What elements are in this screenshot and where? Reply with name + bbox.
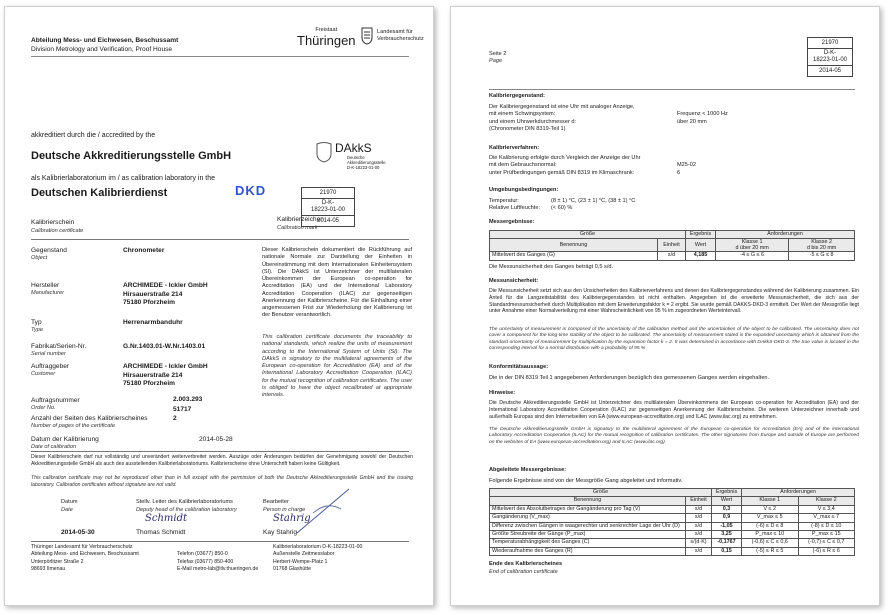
results-table — [489, 230, 855, 261]
table-cell: Größte Streubreite der Gänge (P_max) — [490, 531, 686, 539]
table-cell: -1,05 — [712, 522, 742, 530]
table-cell: s/d — [686, 547, 712, 555]
table-head: Wert — [686, 239, 716, 252]
section-uncertainty-title: Messunsicherheit: — [489, 278, 539, 284]
calibration-lab-line: als Kalibrierlaboratorium im / as calibration laboratory in the — [31, 175, 216, 182]
table-cell: 0,3 — [712, 505, 742, 513]
section-env-values: (8 ± 1) °C, (23 ± 1) °C, (38 ± 1) °C (< 60) % — [551, 198, 636, 212]
table-row — [490, 547, 855, 555]
section-method-text: Die Kalibrierung erfolgte durch Vergleich der Anzeige der Uhr mit dem Gebrauchsnormal: unter Prüfbedingungen gemäß DIN 8319 im Klimaschrank: — [489, 155, 641, 176]
section-method-values: M25-02 6 — [677, 162, 696, 176]
table-cell: 4,185 — [686, 252, 716, 260]
mark-title-en: Calibration mark — [277, 225, 318, 231]
editor-label-en: Person in charge — [263, 507, 306, 513]
table-row — [490, 505, 855, 513]
table-head: Anforderungen — [716, 231, 855, 239]
table-head: Benennung — [490, 239, 658, 252]
field-label-date: Datum der Kalibrierung — [31, 436, 99, 443]
table-cell: (-6) ≤ D ≤ 8 — [742, 522, 799, 530]
dept-name-en: Division Metrology and Verification, Proof House — [31, 46, 173, 53]
uncertainty-text-en: The uncertainty of measurement is composed of the uncertainty of the calibration method and the uncertainties of the object to be calibrated. The uncertainty does not cover a component for the long-time stability of the object to be calibrated. The uncertainty of measurement stated is the expanded uncertainty which is obtained from the standard uncertainty of measurement by multiplication by the expansion factor k = 2. It was determined in accordance with DAkkS-DKD-3. The true value is located in the corresponding interval for a normal distribution with a probability of 95 % — [489, 327, 859, 352]
table-cell: (-8) ≤ D ≤ 10 — [798, 522, 855, 530]
table-cell: Differenz zwischen Gängen in waagerechter und senkrechter Lage der Uhr (D) — [490, 522, 686, 530]
section-object-title: Kalibriergegenstand: — [489, 93, 545, 99]
field-value-pages: 2 — [173, 415, 177, 422]
mark-lab-id: D-K- 18223-01-00 — [808, 49, 852, 66]
table-cell: V_max ≤ 7 — [798, 514, 855, 522]
section-derived-title: Abgeleitete Messergebnisse: — [489, 467, 567, 473]
section-object-text: Der Kalibriergegenstand ist eine Uhr mit analoger Anzeige, mit einem Schwingsystem: und einem Uhrwerkdurchmesser d: (Chronometer DIN 8319-Teil 1) — [489, 104, 635, 132]
table-row — [490, 514, 855, 522]
end-title: Ende des Kalibrierscheines — [489, 561, 563, 567]
editor-name: Kay Stahrig — [263, 529, 298, 536]
table-row — [490, 522, 855, 530]
section-notes-title: Hinweise: — [489, 390, 516, 396]
cert-title: Kalibrierschein — [31, 219, 75, 226]
derived-results-table — [489, 488, 855, 556]
page-number: Seite 2 — [489, 51, 507, 57]
coat-of-arms-icon — [361, 27, 373, 45]
mark-date: 2014-05 — [818, 68, 842, 74]
table-head: Einheit — [658, 239, 686, 252]
table-cell: s/d — [686, 531, 712, 539]
table-row — [490, 531, 855, 539]
table-cell: Gangänderung (V_max) — [490, 514, 686, 522]
deputy-signature: Schmidt — [145, 513, 187, 524]
field-value-manufacturer: ARCHIMEDE - Ickler GmbH Hirsauerstraße 214 75180 Pforzheim — [123, 282, 208, 307]
end-title-en: End of calibration certificate — [489, 569, 558, 575]
field-label-customer: Auftraggeber — [31, 363, 70, 370]
table-cell: s/(d·K) — [686, 539, 712, 547]
footer-address: Thüringer Landesamt für Verbraucherschutz Abteilung Mess- und Eichwesen, Beschussamt Unterpörlitzer Straße 2 98693 Ilmenau — [31, 544, 139, 572]
table-cell: Mittelwert des Absolutbetrages der Gangänderung pro Tag (V) — [490, 505, 686, 513]
logo-thueringen: Thüringen — [297, 33, 356, 49]
section-method-title: Kalibrierverfahren: — [489, 145, 540, 151]
table-cell: s/d — [686, 522, 712, 530]
calibration-mark-box-p2 — [807, 37, 853, 77]
table-cell: V ≤ 3,4 — [798, 505, 855, 513]
field-label-en: Order No. — [31, 405, 56, 411]
editor-signature: Stahrig — [273, 513, 311, 524]
table-cell: -5 ≤ G ≤ 8 — [789, 252, 855, 260]
date-label-en: Date — [61, 507, 73, 513]
mark-date: 2014-05 — [316, 218, 340, 224]
field-label-serial: Fabrikat/Serien-Nr. — [31, 343, 87, 350]
table-cell: (-5) ≤ R ≤ 5 — [742, 547, 799, 555]
mark-title: Kalibrierzeichen — [277, 216, 324, 223]
conformity-text: Die in der DIN 8319 Teil 1 angegebenen Anforderungen bezüglich des gemessenen Ganges werden eingehalten. — [489, 375, 770, 381]
table-cell: 3,25 — [712, 531, 742, 539]
field-label-en: Manufacturer — [31, 290, 64, 296]
table-head: Klasse 1 — [742, 497, 799, 505]
field-label-en: Date of calibration — [31, 444, 77, 450]
field-label-type: Typ — [31, 319, 42, 326]
table-cell: 0,15 — [712, 547, 742, 555]
table-row — [490, 539, 855, 547]
table-head: Größe — [490, 231, 686, 239]
table-cell: s/d — [686, 514, 712, 522]
table-cell: Temperaturabhängigkeit des Ganges (C) — [490, 539, 686, 547]
table-cell: -0,1767 — [712, 539, 742, 547]
issue-date: 2014-05-30 — [61, 529, 95, 536]
table-head: Klasse 2 — [798, 497, 855, 505]
table-cell: V_max ≤ 5 — [742, 514, 799, 522]
section-conformity-title: Konformitätsaussage: — [489, 364, 549, 370]
field-label-en: Serial number — [31, 351, 66, 357]
table-head: Ergebnis — [712, 489, 742, 497]
table-head: Klasse 2 d bis 20 mm — [789, 239, 855, 252]
section-object-values: Frequenz < 1000 Hz über 20 mm — [677, 111, 728, 125]
traceability-text-de: Dieser Kalibrierschein dokumentiert die Rückführung auf nationale Normale zur Darstellung der Einheiten in Übereinstimmung mit dem Internationalen Einheitensystem (SI). Die DAkkS ist Unterzeichner der multilateralen Übereinkommen der European co-operation for Accreditation (EA) und der International Laboratory Accreditation Cooperation (ILAC) zur gegenseitigen Anerkennung der Kalibrierscheine. Für die Einhaltung einer angemessenen Frist zur Wiederholung der Kalibrierung ist der Benutzer verantwortlich. — [262, 247, 412, 319]
mark-number: 21970 — [808, 38, 852, 49]
table-cell: (-0,7) ≤ C ≤ 0,7 — [798, 539, 855, 547]
field-label-pages: Anzahl der Seiten des Kalibrierscheines — [31, 415, 148, 422]
landesamt-label: Landesamt für Verbraucherschutz — [377, 29, 424, 43]
certificate-page-1 — [4, 6, 434, 606]
editor-label: Bearbeiter — [263, 499, 289, 505]
table-cell: -4 ≤ G ≤ 6 — [716, 252, 789, 260]
table-head: Größe — [490, 489, 712, 497]
field-label-en: Customer — [31, 371, 56, 377]
field-value-type: Herrenarmbanduhr — [123, 319, 183, 326]
table-cell: P_max ≤ 10 — [742, 531, 799, 539]
section-results-title: Messergebnisse: — [489, 219, 535, 225]
logo-freistaat: Freistaat — [315, 27, 338, 33]
table-cell: Wiederaufnahme des Ganges (R) — [490, 547, 686, 555]
footer-contact: Telefon (03677) 850-0 Telefax (03677) 850-400 E-Mail metro-lab@tlv.thueringen.de — [177, 551, 259, 572]
notes-text-en: The Deutsche Akkreditierungsstelle GmbH is signatory to the multilateral agreement of the European co-operation for Accreditation (EA) and of the International Laboratory Accreditation Cooperation (ILAC) for the mutual recognition of calibration certificates. The other signatories from Europe and outside of Europe are performed on the websites of EA (www.european-accreditation.org) and ILAC (www.ilac.org). — [489, 427, 859, 445]
table-cell: 0,9 — [712, 514, 742, 522]
certificate-page-2 — [450, 6, 880, 606]
date-label: Datum — [61, 499, 78, 505]
footnote-en: This calibration certificate may not be reproduced other than in full except with the permission of both the Deutsche Akkreditierungsstelle GmbH and the issuing laboratory. Calibration certificates without signature are not valid. — [31, 475, 413, 488]
deputy-label-en: Deputy head of the calibration laboratory — [136, 507, 237, 513]
dakks-sub: Deutsche Akkreditierungsstelle D-K-18223-01-00 — [347, 155, 386, 170]
cert-title-en: Calibration certificate — [31, 228, 84, 234]
field-label-object: Gegenstand — [31, 247, 67, 254]
official-stamp-icon — [293, 483, 355, 539]
field-label-manufacturer: Hersteller — [31, 282, 60, 289]
field-value-serial: G.Nr.1403.01-W.Nr.1403.01 — [123, 343, 206, 350]
table-head: Anforderungen — [742, 489, 855, 497]
uncertainty-note: Die Messunsicherheit des Ganges beträgt 0,5 s/d. — [489, 264, 614, 270]
field-label-en: Object — [31, 255, 48, 261]
notes-text-de: Die Deutsche Akkreditierungsstelle GmbH ist Unterzeichner des multilateralen Übereinkommens der European co-operation for Accreditation (EA) und der International Laboratory Accreditation Cooperation (ILAC) zur gegenseitigen Anerkennung der Kalibrierscheine. Die weiteren Unterzeichner innerhalb und außerhalb Europas sind den Internetseiten von EA (www.european-accreditation.org) und ILAC (www.ilac.org) zu entnehmen. — [489, 400, 859, 420]
field-label-en: Type — [31, 327, 44, 333]
deputy-label: Stellv. Leiter des Kalibrierlaboratoriums — [136, 499, 233, 505]
table-cell: (-6) ≤ R ≤ 6 — [798, 547, 855, 555]
table-cell: s/d — [658, 252, 686, 260]
accreditation-org: Deutsche Akkreditierungsstelle GmbH — [31, 150, 232, 162]
section-env-labels: Temperatur: Relative Luftfeuchte: — [489, 198, 540, 212]
field-value-date: 2014-05-28 — [199, 436, 233, 443]
table-cell: Mittelwert des Ganges (G) — [490, 252, 658, 260]
thueringen-logo — [297, 27, 356, 48]
field-label-order: Auftragsnummer — [31, 397, 80, 404]
footer-lab: Kalibrierlaboratorium D-K-18223-01-00 Außenstelle Zeitmesslabor Herbert-Wempe-Platz 1 01768 Glashütte — [273, 544, 363, 572]
dakks-seal-icon — [315, 141, 333, 163]
page-number-en: Page — [489, 58, 503, 64]
mark-number: 21970 — [302, 188, 354, 199]
table-cell: V ≤ 2 — [742, 505, 799, 513]
table-row — [490, 252, 855, 260]
section-env-title: Umgebungsbedingungen: — [489, 187, 559, 193]
field-value-object: Chronometer — [123, 247, 165, 254]
field-value-customer: ARCHIMEDE - Ickler GmbH Hirsauerstraße 214 75180 Pforzheim — [123, 363, 208, 388]
deputy-name: Thomas Schmidt — [136, 529, 186, 536]
dkd-logo: DKD — [235, 183, 267, 198]
field-value-order: 2.003.293 51717 — [173, 396, 203, 413]
table-cell: P_max ≤ 15 — [798, 531, 855, 539]
footnote-de: Dieser Kalibrierschein darf nur vollständig und unverändert weiterverbreitet werden. Auszüge oder Änderungen bedürfen der Genehmigung sowohl der Deutschen Akkreditierungsstelle GmbH als auch des ausstellenden Kalibrierlaboratoriums. Kalibrierscheine ohne Unterschrift haben keine Gültigkeit. — [31, 454, 413, 467]
uncertainty-text-de: Die Messunsicherheit setzt sich aus den Unsicherheiten des Kalibrierverfahrens und denen des Kalibriergegenstandes während der Kalibrierung zusammen. Ein Anteil für die Langzeitstabilität des Kalibriergegenstandes ist nicht enthalten. Angegeben ist die erweiterte Messunsicherheit, die sich aus der Standardmessunsicherheit durch Multiplikation mit dem Erweiterungsfaktor k = 2 ergibt. Sie wurde gemäß DAKKS-DKD-3 ermittelt. Der Wert der Messgröße liegt unter Annahme einer Normalverteilung mit einer Wahrscheinlichkeit von 95 % im zugeordneten Werteintervall. — [489, 288, 859, 315]
calibration-service: Deutschen Kalibrierdienst — [31, 187, 168, 199]
table-cell: (-0,6) ≤ C ≤ 0,6 — [742, 539, 799, 547]
table-head: Benennung — [490, 497, 686, 505]
mark-lab-id: D-K- 18223-01-00 — [302, 199, 354, 216]
table-head: Einheit — [686, 497, 712, 505]
accredited-by: akkreditiert durch die / accredited by the — [31, 132, 156, 139]
dept-name: Abteilung Mess- und Eichwesen, Beschussamt — [31, 37, 179, 44]
table-head: Ergebnis — [686, 231, 716, 239]
field-label-en: Number of pages of the certificate — [31, 423, 115, 429]
table-head: Klasse 1 d über 20 mm — [716, 239, 789, 252]
derived-text: Folgende Ergebnisse sind von der Messgröße Gang abgeleitet und informativ. — [489, 478, 683, 484]
table-head: Wert — [712, 497, 742, 505]
table-cell: s/d — [686, 505, 712, 513]
dakks-logo: DAkkS — [335, 141, 372, 155]
traceability-text-en: This calibration certificate documents the traceability to national standards, which realize the units of measurement according to the International System of Units (SI). The DAkkS is signatory to the multilateral agreements of the European co-operation for Accreditation (EA) and of the International Laboratory Accreditation Cooperation (ILAC) for the mutual recognition of calibration certificates. The user is obliged to have the object recalibrated at appropriate intervals. — [262, 334, 412, 399]
